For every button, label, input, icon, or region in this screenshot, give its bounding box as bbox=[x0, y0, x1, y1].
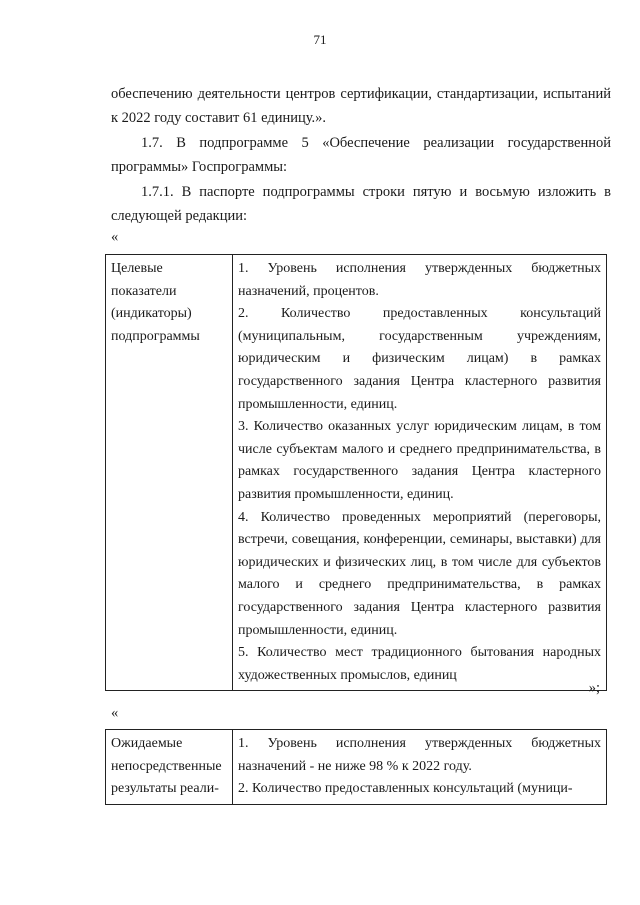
open-quote-mark: « bbox=[111, 229, 119, 245]
row-label-target-indicators: Целевые показатели (индикаторы) подпрограммы bbox=[106, 255, 233, 691]
close-quote-mark: »; bbox=[588, 680, 600, 696]
paragraph-passport: 1.7.1. В паспорте подпрограммы строки пятую и восьмую изложить в следующей редакции: bbox=[111, 184, 611, 224]
body-paragraph-3 bbox=[111, 180, 611, 228]
body-paragraph-2 bbox=[111, 131, 611, 179]
list-item: 2. Количество предоставленных консультаций (муници- bbox=[238, 781, 573, 797]
body-paragraph-1 bbox=[111, 82, 611, 130]
list-item: 4. Количество проведенных мероприятий (переговоры, встречи, совещания, конференции, семинары, выставки) для юридических и физических лиц, в том числе для субъектов малого и среднего предпринимательства, в рамках государственного задания Центра кластерного развития промышленности, единиц. bbox=[238, 509, 601, 638]
list-item: 3. Количество оказанных услуг юридическим лицам, в том числе субъектам малого и среднего предпринимательства, в рамках государственного задания Центра кластерного развития промышленности, единиц. bbox=[238, 419, 601, 502]
list-item: 1. Уровень исполнения утвержденных бюджетных назначений, процентов. bbox=[238, 261, 601, 299]
expected-results-table bbox=[105, 729, 607, 805]
results-list bbox=[233, 730, 607, 805]
paragraph-continuation: обеспечению деятельности центров сертификации, стандартизации, испытаний к 2022 году составит 61 единицу.». bbox=[111, 86, 611, 126]
page-number: 71 bbox=[313, 32, 327, 47]
list-item: 2. Количество предоставленных консультаций (муниципальным, государственным учреждениям, юридическим и физическим лицам) в рамках государственного задания Центра кластерного развития промышленности, единиц. bbox=[238, 306, 601, 412]
target-indicators-table bbox=[105, 254, 607, 691]
row-label-expected-results: Ожидаемые непосредственные результаты реали- bbox=[106, 730, 233, 805]
indicator-list bbox=[233, 255, 607, 691]
list-item: 1. Уровень исполнения утвержденных бюджетных назначений - не ниже 98 % к 2022 году. bbox=[238, 736, 601, 774]
open-quote-mark-2: « bbox=[111, 705, 119, 721]
table-row bbox=[106, 730, 607, 805]
paragraph-subprogram: 1.7. В подпрограмме 5 «Обеспечение реализации государственной программы» Госпрограммы: bbox=[111, 135, 611, 175]
list-item: 5. Количество мест традиционного бытования народных художественных промыслов, единиц bbox=[238, 645, 601, 683]
table-row bbox=[106, 255, 607, 691]
